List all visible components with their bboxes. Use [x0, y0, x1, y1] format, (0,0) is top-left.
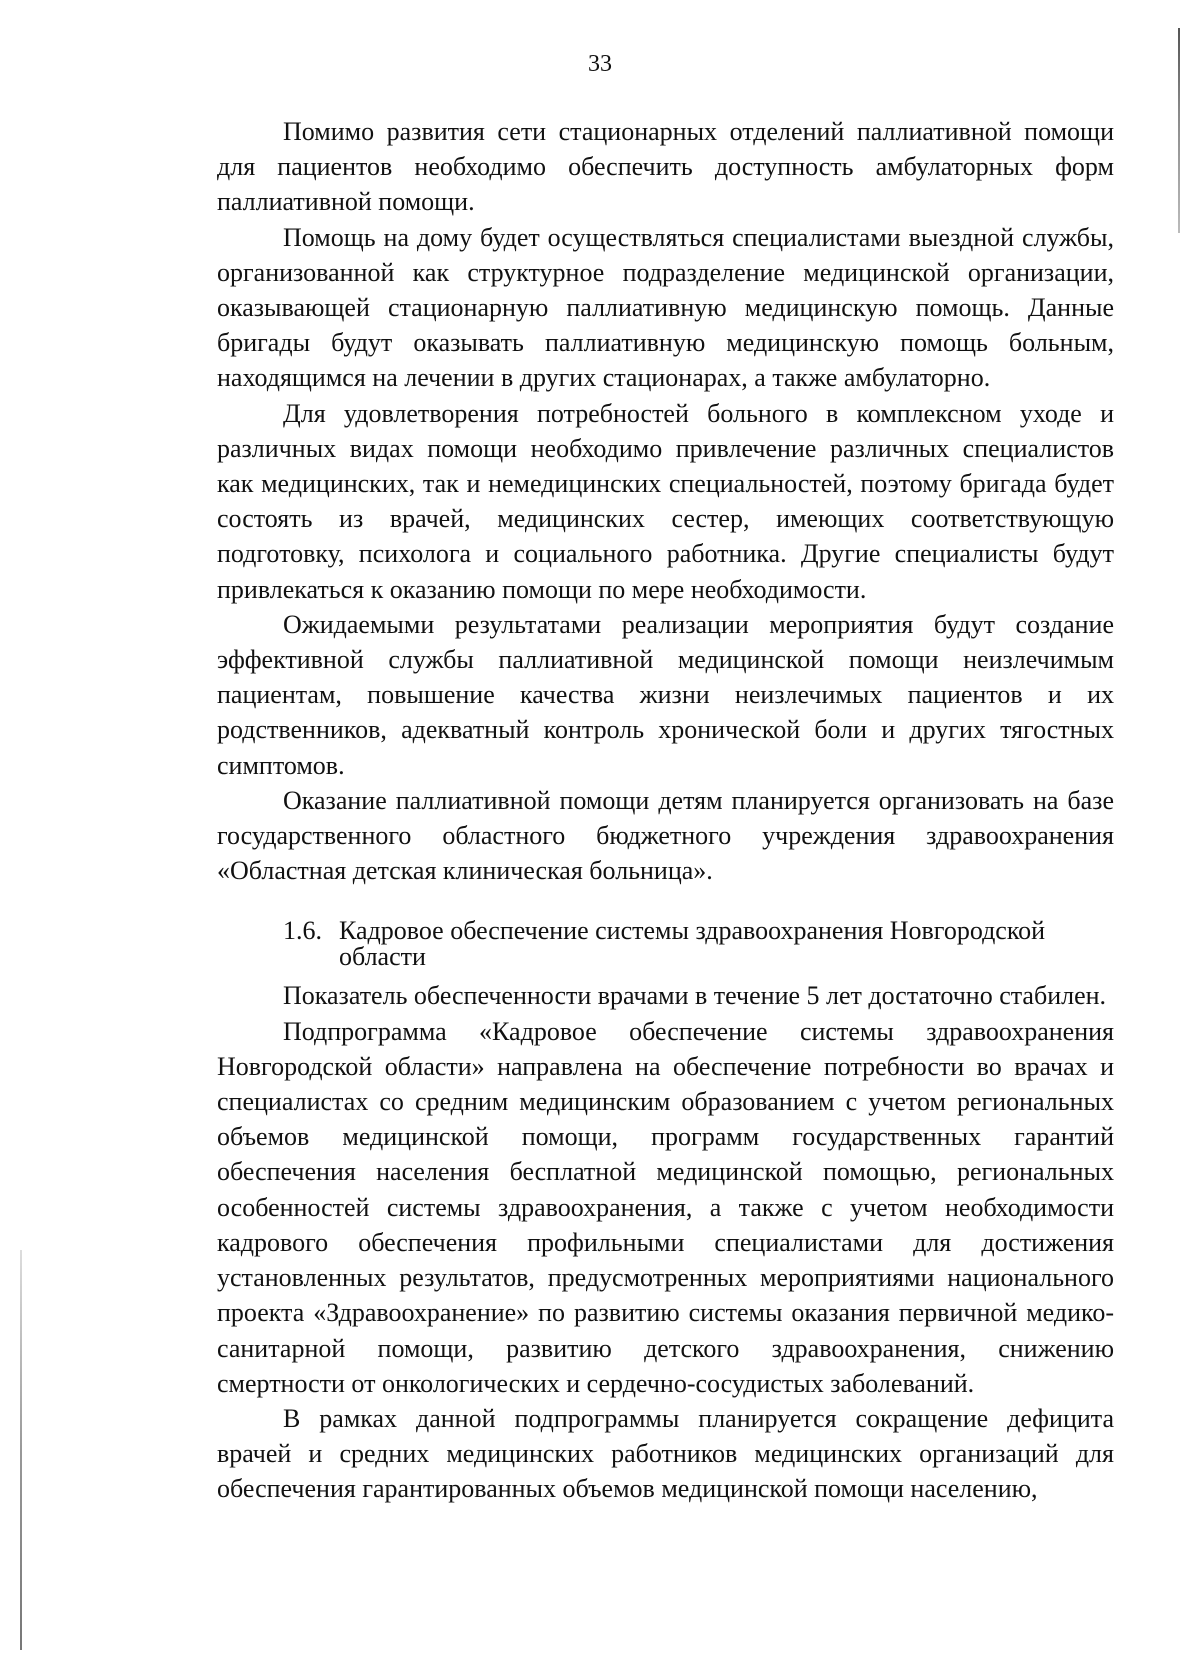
paragraph: Показатель обеспеченности врачами в течение 5 лет достаточно стабилен.: [283, 981, 1107, 1011]
paragraph: Помощь на дому будет осуществляться специалистами выездной службы, организованной как структурное подразделение медицинской организации, оказывающей стационарную паллиативную медицинскую помощь. Данные бригады будут оказывать паллиативную медицинскую помощь больным, находящимся на лечении в других стационарах, а также амбулаторно.: [217, 222, 1114, 393]
section-title: [339, 918, 1114, 970]
paragraph: Помимо развития сети стационарных отделений паллиативной помощи для пациентов необходимо обеспечить доступность амбулаторных форм паллиативной помощи.: [217, 117, 1114, 217]
paragraph: Для удовлетворения потребностей больного в комплексном уходе и различных видах помощи необходимо привлечение различных специалистов как медицинских, так и немедицинских специальностей, поэтому бригада будет состоять из врачей, медицинских сестер, имеющих соответствующую подготовку, психолога и социального работника. Другие специалисты будут привлекаться к оказанию помощи по мере необходимости.: [217, 398, 1114, 604]
section-title-line2: области: [339, 942, 426, 972]
section-title-line1: Кадровое обеспечение системы здравоохранения Новгородской: [339, 916, 1046, 946]
section-heading: [217, 918, 1114, 970]
page-number: 33: [588, 51, 612, 77]
paragraph: Подпрограмма «Кадровое обеспечение системы здравоохранения Новгородской области» направлена на обеспечение потребности во врачах и специалистах со средним медицинским образованием с учетом региональных объемов медицинской помощи, программ государственных гарантий обеспечения населения бесплатной медицинской помощью, региональных особенностей системы здравоохранения, а также с учетом необходимости кадрового обеспечения профильными специалистами для достижения установленных результатов, предусмотренных мероприятиями национального проекта «Здравоохранение» по развитию системы оказания первичной медико-санитарной помощи, развитию детского здравоохранения, снижению смертности от онкологических и сердечно-сосудистых заболеваний.: [217, 1016, 1114, 1398]
paragraph: Ожидаемыми результатами реализации мероприятия будут создание эффективной службы паллиативной медицинской помощи неизлечимым пациентам, повышение качества жизни неизлечимых пациентов и их родственников, адекватный контроль хронической боли и других тягостных симптомов.: [217, 609, 1114, 780]
section-number: 1.6.: [283, 916, 322, 946]
scan-edge-left: [20, 1250, 22, 1650]
paragraph: В рамках данной подпрограммы планируется сокращение дефицита врачей и средних медицинских работников медицинских организаций для обеспечения гарантированных объемов медицинской помощи населению,: [217, 1403, 1114, 1504]
paragraph: Оказание паллиативной помощи детям планируется организовать на базе государственного областного бюджетного учреждения здравоохранения «Областная детская клиническая больница».: [217, 785, 1114, 886]
document-body: [217, 114, 1114, 1507]
